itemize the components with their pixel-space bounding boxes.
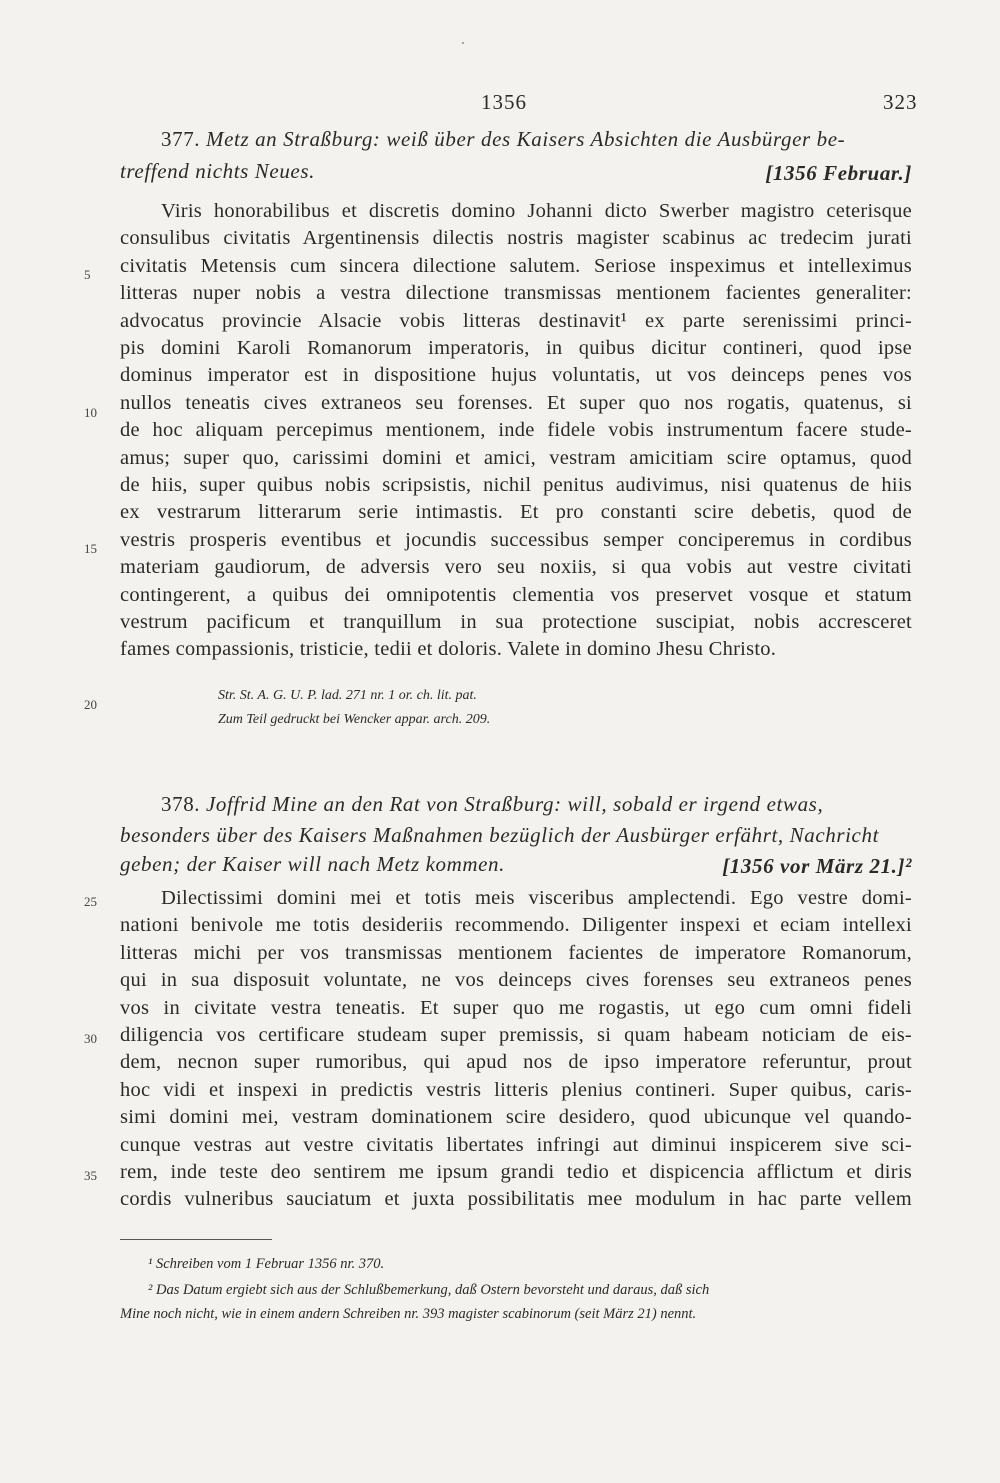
line-number-10: 10: [84, 405, 97, 420]
doc378-body-line: dem, necnon super rumoribus, qui apud nos de ipso imperatore referuntur, prout: [120, 1051, 912, 1074]
doc378-body-line: Dilectissimi domini mei et totis meis visceribus amplectendi. Ego vestre domi-: [161, 887, 912, 909]
footnote-rule: [120, 1239, 272, 1240]
doc-377-title: Metz an Straßburg: weiß über des Kaisers Absichten die Ausbürger be-: [206, 127, 846, 151]
doc377-body-line: ex vestrarum litterarum serie intimastis. Et pro constanti scire debetis, quod de: [120, 501, 912, 524]
doc378-body-line: simi domini mei, vestram dominationem scire desidero, quod ubicunque vel quando-: [120, 1106, 912, 1129]
doc377-body-line: consulibus civitatis Argentinensis dilectis nostris magister scabinus ac tredecim jurati: [120, 227, 912, 250]
doc-378-heading-line3: geben; der Kaiser will nach Metz kommen.: [120, 852, 506, 876]
line-number-5: 5: [84, 267, 91, 282]
doc377-body-line: pis domini Karoli Romanorum imperatoris, in quibus dicitur contineri, quod ipse: [120, 337, 912, 359]
running-header-year: 1356: [481, 90, 527, 114]
doc-378-number: 378.: [161, 792, 201, 816]
doc377-body-line: vestrum pacificum et tranquillum in sua protectione suscipiat, nobis accresceret: [120, 611, 912, 633]
paper-speck: [462, 42, 464, 44]
line-number-15: 15: [84, 541, 97, 556]
footnote-2-line2: Mine noch nicht, wie in einem andern Schreiben nr. 393 magister scabinorum (seit März 21) nennt.: [120, 1306, 697, 1322]
doc377-body-line: materiam gaudiorum, de adversis vero seu noxiis, si qua vobis aut vestre civitati: [120, 556, 912, 579]
doc378-body-line: rem, inde teste deo sentirem me ipsum grandi tedio et dispicencia afflictum et diris: [120, 1161, 912, 1183]
doc377-body-line: vestris prosperis eventibus et jocundis successibus semper conciperemus in cordibus: [120, 528, 912, 551]
line-number-35: 35: [84, 1168, 97, 1183]
doc-378-heading-line2: besonders über des Kaisers Maßnahmen bezüglich der Ausbürger erfährt, Nachricht: [120, 823, 880, 847]
doc377-body-line: amus; super quo, carissimi domini et amici, vestram amicitiam scire optamus, quod: [120, 446, 912, 469]
doc-378-title: Joffrid Mine an den Rat von Straßburg: will, sobald er irgend etwas,: [206, 792, 824, 816]
doc377-body-line: nullos teneatis cives extraneos seu forenses. Et super quo nos rogatis, quatenus, si: [120, 391, 912, 414]
doc377-body-line: litteras nuper nobis a vestra dilectione transmissas mentionem facientes generaliter:: [120, 282, 912, 305]
doc377-body-line: civitatis Metensis cum sincera dilectione salutem. Seriose inspeximus et intelleximus: [120, 254, 912, 277]
doc378-body-line: nationi benivole me totis desideriis recommendo. Diligenter inspexi et eciam intellexi: [120, 914, 912, 937]
line-number-25: 25: [84, 894, 97, 909]
doc-378-heading-line1: [161, 792, 823, 817]
doc-377-number: 377.: [161, 127, 201, 151]
doc378-body-line: hoc vidi et inspexi in predictis vestris litteris plenius contineri. Super quibus, caris-: [120, 1078, 912, 1101]
doc377-body-line: contingerent, a quibus dei omnipotentis clementia vos preservet vosque et statum: [120, 583, 912, 606]
doc378-body-line: vos in civitate vestra teneatis. Et super quo me rogastis, ut ego cum omni fideli: [120, 996, 912, 1019]
doc377-body-line: Viris honorabilibus et discretis domino Johanni dicto Swerber magistro ceterisque: [161, 200, 912, 222]
doc377-body-line: advocatus provincie Alsacie vobis litteras destinavit¹ ex parte serenissimi princi-: [120, 309, 912, 332]
doc-377-heading-line1: [161, 127, 845, 152]
doc378-body-line: cordis vulneribus sauciatum et juxta possibilitatis mee modulum in hac parte vellem: [120, 1188, 912, 1211]
line-number-20: 20: [84, 697, 97, 712]
doc-377-date: [1356 Februar.]: [765, 161, 912, 185]
doc378-body-line: litteras michi per vos transmissas mentionem facientes de imperatore Romanorum,: [120, 941, 912, 964]
doc378-body-line: qui in sua disposuit voluntate, ne vos deinceps cives forenses seu extraneos penes: [120, 969, 912, 992]
doc377-body-line: fames compassionis, tristicie, tedii et doloris. Valete in domino Jhesu Christo.: [120, 638, 777, 661]
doc377-body-line: dominus imperator est in dispositione hujus voluntatis, ut vos deinceps penes vos: [120, 364, 912, 387]
doc-378-date: [1356 vor März 21.]²: [722, 854, 912, 878]
doc378-body-line: cunque vestras aut vestre civitatis libertates infringi aut diminui inspicerem sive sci-: [120, 1133, 912, 1156]
doc-378-body: [120, 887, 912, 1227]
footnote-1: ¹ Schreiben vom 1 Februar 1356 nr. 370.: [148, 1256, 385, 1272]
doc377-body-line: de hoc aliquam percepimus mentionem, inde fidele vobis instrumentum facere stude-: [120, 419, 912, 442]
doc-377-body: [120, 200, 912, 680]
line-number-30: 30: [84, 1031, 97, 1046]
doc-377-heading-line2: treffend nichts Neues.: [120, 159, 315, 183]
doc377-body-line: de hiis, super quibus nobis scripsistis, nichil penitus audivimus, nisi quatenus de hiis: [120, 474, 912, 496]
page-number: 323: [883, 90, 918, 114]
doc-377-source: Str. St. A. G. U. P. lad. 271 nr. 1 or. ch. lit. pat.: [218, 688, 477, 703]
doc-377-print-reference: Zum Teil gedruckt bei Wencker appar. arch. 209.: [218, 712, 491, 727]
doc378-body-line: diligencia vos certificare studeam super premissis, si quam habeam noticiam de eis-: [120, 1024, 912, 1046]
footnote-2-line1: ² Das Datum ergiebt sich aus der Schlußbemerkung, daß Ostern bevorsteht und daraus, daß sich: [148, 1282, 710, 1298]
